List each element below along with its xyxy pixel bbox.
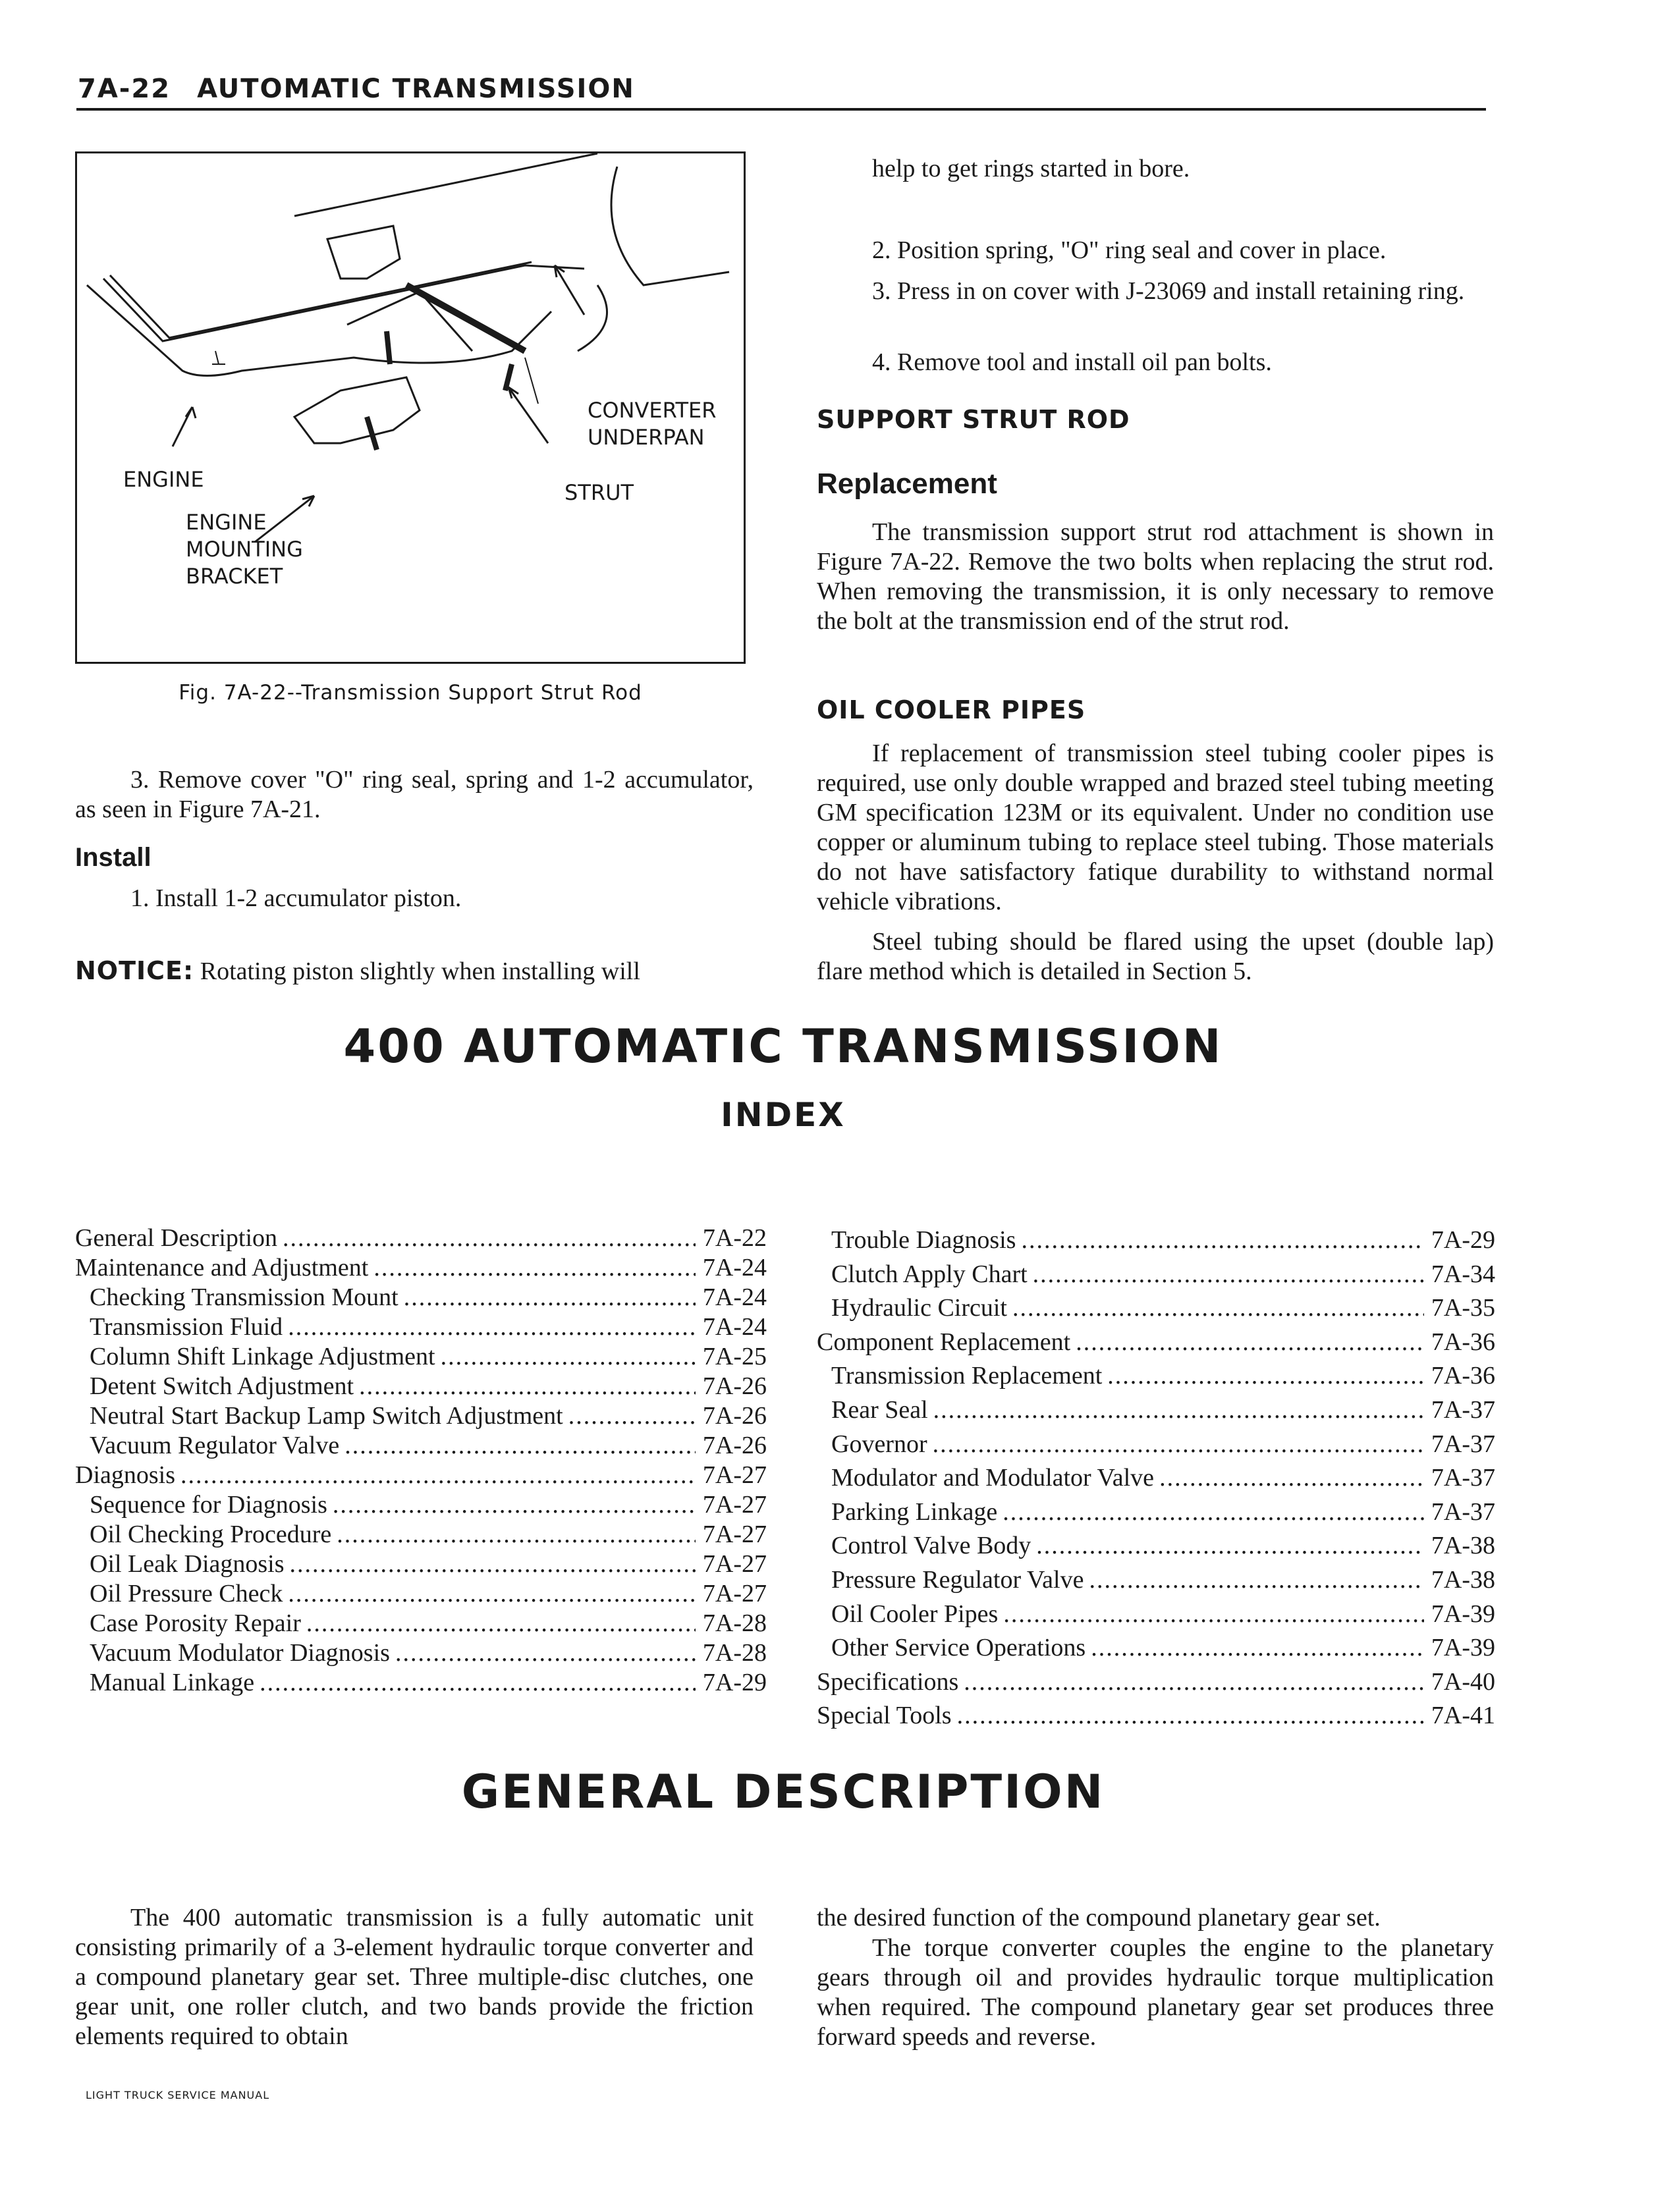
index-entry (817, 1529, 1495, 1563)
index-entry (75, 1253, 767, 1283)
leader-dots (395, 1638, 696, 1668)
leader-dots (1003, 1496, 1424, 1530)
notice-text: Rotating piston slightly when installing will (194, 958, 640, 985)
index-entry (75, 1550, 767, 1579)
leader-dots (957, 1699, 1424, 1733)
index-entry (75, 1609, 767, 1638)
figure-strut-rod (75, 151, 746, 664)
index-entry (817, 1291, 1495, 1326)
index-entry (75, 1490, 767, 1520)
index-entry-page: 7A-34 (1431, 1260, 1495, 1288)
index-entry (817, 1461, 1495, 1496)
leader-dots (441, 1342, 696, 1372)
index-entry-page: 7A-28 (702, 1639, 767, 1667)
index-entry (817, 1428, 1495, 1462)
index-entry-label: Oil Pressure Check (90, 1580, 283, 1607)
general-description-right: The torque converter couples the engine to the planetary gears through oil and provides hydraulic torque multiplication when required. The compound planetary gear set produces three forward speeds and reverse. (817, 1934, 1494, 2051)
index-entry-page: 7A-38 (1431, 1532, 1495, 1560)
index-entry-label: Diagnosis (75, 1461, 175, 1489)
index-entry-label: Hydraulic Circuit (831, 1294, 1007, 1322)
header-rule (76, 108, 1486, 111)
leader-dots (359, 1372, 696, 1401)
index-entry-label: Special Tools (817, 1702, 952, 1730)
right-step-2: 2. Position spring, "O" ring seal and cover in place. (872, 236, 1387, 264)
index-entry-page: 7A-40 (1431, 1667, 1495, 1696)
leader-dots (1076, 1326, 1424, 1360)
index-entry-page: 7A-27 (702, 1521, 767, 1548)
index-entry-page: 7A-27 (702, 1491, 767, 1519)
index-entry-page: 7A-26 (702, 1402, 767, 1430)
index-entry (75, 1638, 767, 1668)
index-entry-page: 7A-28 (702, 1609, 767, 1637)
index-entry-label: Vacuum Modulator Diagnosis (90, 1639, 390, 1667)
label-strut: STRUT (564, 480, 634, 505)
index-entry-page: 7A-29 (1431, 1226, 1495, 1254)
leader-dots (1159, 1461, 1424, 1496)
index-entry-page: 7A-24 (702, 1313, 767, 1341)
index-entry (75, 1312, 767, 1342)
index-entry-page: 7A-38 (1431, 1565, 1495, 1594)
index-entry-page: 7A-36 (1431, 1362, 1495, 1390)
leader-dots (1012, 1291, 1424, 1326)
index-entry (75, 1342, 767, 1372)
index-entry-page: 7A-37 (1431, 1464, 1495, 1492)
index-entry-page: 7A-27 (702, 1580, 767, 1607)
index-entry-page: 7A-35 (1431, 1294, 1495, 1322)
index-entry-page: 7A-26 (702, 1432, 767, 1459)
index-entry-page: 7A-41 (1431, 1702, 1495, 1730)
leader-dots (283, 1224, 696, 1253)
index-entry-label: Control Valve Body (831, 1532, 1031, 1560)
index-entry-label: Specifications (817, 1667, 959, 1696)
index-entry (817, 1563, 1495, 1598)
leader-dots (333, 1490, 696, 1520)
index-entry (817, 1699, 1495, 1733)
index-entry-page: 7A-24 (702, 1283, 767, 1311)
index-entry-page: 7A-37 (1431, 1395, 1495, 1424)
install-step-1: 1. Install 1-2 accumulator piston. (130, 884, 462, 912)
notice-paragraph (75, 956, 754, 986)
index-entry (75, 1224, 767, 1253)
notice-continued: help to get rings started in bore. (872, 155, 1190, 182)
leader-dots (260, 1668, 696, 1698)
index-entry-label: Transmission Fluid (90, 1313, 283, 1341)
leader-dots (933, 1393, 1424, 1428)
leader-dots (1033, 1258, 1424, 1292)
right-step-3: 3. Press in on cover with J-23069 and install retaining ring. (872, 277, 1465, 305)
leader-dots (1036, 1529, 1424, 1563)
leader-dots (290, 1550, 696, 1579)
index-right-column (817, 1224, 1495, 1733)
index-entry-page: 7A-27 (702, 1550, 767, 1578)
page-header (78, 74, 661, 104)
index-entry (75, 1372, 767, 1401)
index-entry-label: Rear Seal (831, 1395, 928, 1424)
leader-dots (306, 1609, 696, 1638)
index-entry-page: 7A-37 (1431, 1430, 1495, 1458)
index-entry-label: Transmission Replacement (831, 1362, 1103, 1390)
leader-dots (288, 1312, 696, 1342)
index-entry (75, 1283, 767, 1312)
index-entry-label: Oil Leak Diagnosis (90, 1550, 285, 1578)
index-entry (75, 1401, 767, 1431)
index-entry-page: 7A-39 (1431, 1634, 1495, 1662)
oil-cooler-paragraph-1: If replacement of transmission steel tubing cooler pipes is required, use only double wrapped and brazed steel tubing meeting GM specification 123M or its equivalent. Under no condition use copper or aluminum tubing to replace steel tubing. Those materials do not have satisfactory fatique durability to withstand normal vehicle vibrations. (817, 740, 1494, 915)
index-entry-label: General Description (75, 1224, 278, 1252)
replacement-text: The transmission support strut rod attachment is shown in Figure 7A-22. Remove the two bolts when replacing the strut rod. When removing the transmission, it is only necessary to remove the bolt at the transmission end of the strut rod. (817, 518, 1494, 635)
index-title: INDEX (721, 1096, 846, 1134)
index-entry (817, 1326, 1495, 1360)
index-entry-label: Neutral Start Backup Lamp Switch Adjustment (90, 1402, 563, 1430)
index-entry-label: Detent Switch Adjustment (90, 1372, 354, 1400)
index-entry-label: Parking Linkage (831, 1497, 998, 1526)
leader-dots (404, 1283, 696, 1312)
install-heading: Install (75, 843, 151, 872)
oil-cooler-paragraph-2: Steel tubing should be flared using the upset (double lap) flare method which is detailed in Section 5. (817, 928, 1494, 985)
label-converter-underpan: CONVERTER UNDERPAN (588, 398, 717, 450)
index-entry (75, 1461, 767, 1490)
index-entry-label: Case Porosity Repair (90, 1609, 301, 1637)
index-entry-page: 7A-39 (1431, 1600, 1495, 1628)
index-entry-label: Component Replacement (817, 1328, 1071, 1356)
support-strut-rod-heading: SUPPORT STRUT ROD (817, 405, 1130, 434)
index-entry (75, 1579, 767, 1609)
index-entry-page: 7A-29 (702, 1669, 767, 1696)
index-entry (817, 1258, 1495, 1292)
index-entry-label: Modulator and Modulator Valve (831, 1464, 1155, 1492)
index-entry (75, 1520, 767, 1550)
leader-dots (1021, 1224, 1424, 1258)
index-entry (75, 1668, 767, 1698)
index-entry (817, 1631, 1495, 1665)
index-entry-page: 7A-22 (702, 1224, 767, 1252)
right-step-4: 4. Remove tool and install oil pan bolts. (872, 348, 1272, 376)
general-description-left: The 400 automatic transmission is a fully automatic unit consisting primarily of a 3-element hydraulic torque converter and a compound planetary gear set. Three multiple-disc clutches, one gear unit, one roller clutch, and two bands provide the friction elements required to obtain (75, 1904, 754, 2050)
index-left-column (75, 1224, 767, 1698)
index-entry (817, 1665, 1495, 1700)
index-entry-page: 7A-25 (702, 1343, 767, 1370)
index-entry (817, 1393, 1495, 1428)
left-step-3: 3. Remove cover "O" ring seal, spring and 1-2 accumulator, as seen in Figure 7A-21. (75, 766, 754, 823)
leader-dots (933, 1428, 1424, 1462)
index-entry (817, 1496, 1495, 1530)
oil-cooler-pipes-heading: OIL COOLER PIPES (817, 695, 1086, 724)
label-engine: ENGINE (123, 467, 204, 492)
leader-dots (288, 1579, 696, 1609)
index-entry-page: 7A-26 (702, 1372, 767, 1400)
index-entry-label: Sequence for Diagnosis (90, 1491, 327, 1519)
leader-dots (1107, 1359, 1424, 1393)
index-entry-label: Vacuum Regulator Valve (90, 1432, 340, 1459)
index-entry-label: Clutch Apply Chart (831, 1260, 1028, 1288)
leader-dots (964, 1665, 1424, 1700)
general-description-title: GENERAL DESCRIPTION (461, 1765, 1105, 1819)
figure-caption: Fig. 7A-22--Transmission Support Strut Rod (179, 681, 642, 705)
index-entry-label: Oil Checking Procedure (90, 1521, 332, 1548)
index-entry-label: Oil Cooler Pipes (831, 1600, 999, 1628)
index-entry (817, 1598, 1495, 1632)
label-engine-mounting-bracket: ENGINE MOUNTING BRACKET (186, 510, 303, 589)
index-entry-label: Checking Transmission Mount (90, 1283, 399, 1311)
general-description-right-cont: the desired function of the compound planetary gear set. (817, 1904, 1381, 1931)
index-entry-page: 7A-36 (1431, 1328, 1495, 1356)
index-entry-page: 7A-24 (702, 1254, 767, 1281)
index-entry-label: Governor (831, 1430, 927, 1458)
index-entry-page: 7A-37 (1431, 1497, 1495, 1526)
replacement-heading: Replacement (817, 468, 997, 500)
index-entry-page: 7A-27 (702, 1461, 767, 1489)
leader-dots (568, 1401, 696, 1431)
index-entry (817, 1359, 1495, 1393)
leader-dots (344, 1431, 696, 1461)
leader-dots (180, 1461, 696, 1490)
index-entry-label: Maintenance and Adjustment (75, 1254, 369, 1281)
index-entry-label: Trouble Diagnosis (831, 1226, 1016, 1254)
footer: LIGHT TRUCK SERVICE MANUAL (86, 2089, 270, 2101)
main-title: 400 AUTOMATIC TRANSMISSION (343, 1019, 1223, 1073)
index-entry-label: Column Shift Linkage Adjustment (90, 1343, 435, 1370)
page-number: 7A-22 (78, 74, 171, 104)
leader-dots (1089, 1563, 1424, 1598)
leader-dots (1091, 1631, 1424, 1665)
leader-dots (337, 1520, 696, 1550)
index-entry-label: Pressure Regulator Valve (831, 1565, 1084, 1594)
leader-dots (373, 1253, 696, 1283)
index-entry (75, 1431, 767, 1461)
leader-dots (1003, 1598, 1424, 1632)
index-entry-label: Manual Linkage (90, 1669, 255, 1696)
section-title: AUTOMATIC TRANSMISSION (197, 74, 635, 104)
index-entry (817, 1224, 1495, 1258)
index-entry-label: Other Service Operations (831, 1634, 1086, 1662)
notice-label: NOTICE: (75, 956, 194, 985)
